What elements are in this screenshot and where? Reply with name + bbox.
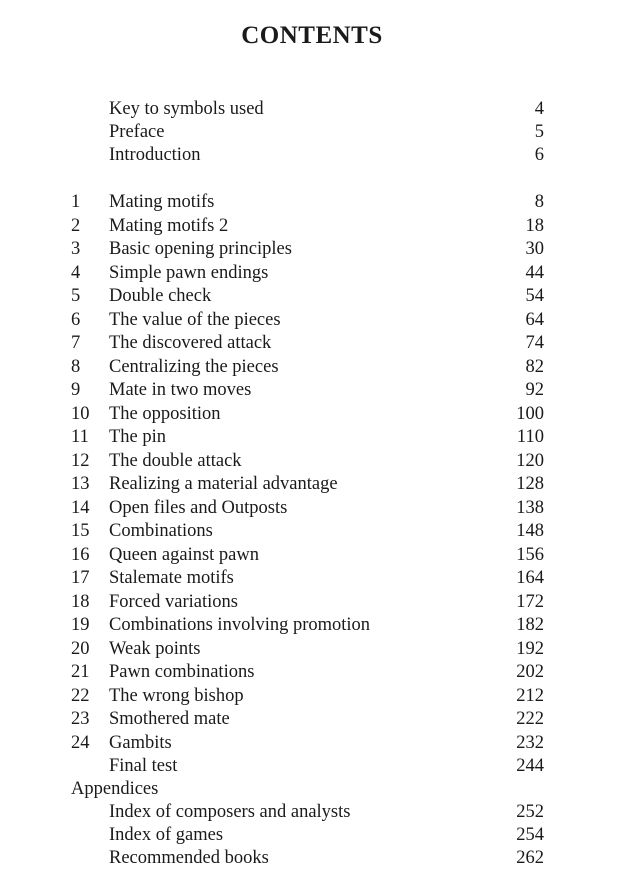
toc-entry-page: 4 <box>534 99 544 119</box>
chapter-title: Combinations <box>109 521 213 541</box>
chapter-page: 212 <box>516 685 544 706</box>
toc-entry-label: Introduction <box>109 145 201 165</box>
chapter-page: 30 <box>525 239 544 259</box>
chapter-number: 10 <box>71 403 90 424</box>
toc-entry-page: 244 <box>516 756 544 776</box>
chapter-title: Pawn combinations <box>109 662 255 682</box>
toc-chapter-13[interactable] <box>0 473 624 496</box>
chapter-title: Open files and Outposts <box>109 497 288 518</box>
toc-chapter-6[interactable] <box>0 309 624 332</box>
chapter-page: 120 <box>516 450 544 471</box>
chapter-number: 7 <box>71 333 81 353</box>
chapter-page: 128 <box>516 474 544 494</box>
toc-chapter-7[interactable] <box>0 332 624 355</box>
toc-chapter-20[interactable] <box>0 638 624 661</box>
toc-entry-label: Key to symbols used <box>109 99 264 119</box>
chapter-title: Realizing a material advantage <box>109 474 338 494</box>
appendices-heading-label: Appendices <box>71 779 159 799</box>
chapter-page: 164 <box>516 568 544 588</box>
appendix-page: 262 <box>516 848 544 868</box>
toc-entry-page: 6 <box>534 145 544 165</box>
toc-chapter-22[interactable] <box>0 685 624 708</box>
toc-chapter-15[interactable] <box>0 520 624 543</box>
chapter-title: The opposition <box>109 403 221 424</box>
chapter-page: 192 <box>516 638 544 659</box>
chapter-title: Forced variations <box>109 591 238 612</box>
chapter-page: 148 <box>516 521 544 541</box>
chapter-page: 82 <box>525 356 544 377</box>
toc-chapter-2[interactable] <box>0 215 624 238</box>
chapter-title: Mate in two moves <box>109 380 252 400</box>
chapter-number: 16 <box>71 544 90 565</box>
toc-chapter-10[interactable] <box>0 403 624 426</box>
toc-appendix-composers-index[interactable] <box>0 801 624 824</box>
toc-entry-key-to-symbols[interactable] <box>0 98 624 121</box>
chapter-page: 222 <box>516 709 544 729</box>
chapter-page: 138 <box>516 497 544 518</box>
chapter-number: 15 <box>71 521 90 541</box>
toc-chapter-18[interactable] <box>0 591 624 614</box>
chapter-number: 12 <box>71 450 90 471</box>
toc-chapter-3[interactable] <box>0 238 624 261</box>
chapter-number: 19 <box>71 615 90 635</box>
toc-chapter-8[interactable] <box>0 356 624 379</box>
chapter-title: Centralizing the pieces <box>109 356 279 377</box>
chapter-title: The double attack <box>109 450 242 471</box>
toc-entry-label: Final test <box>109 756 178 776</box>
appendix-page: 254 <box>516 825 544 845</box>
toc-appendix-recommended-books[interactable] <box>0 847 624 870</box>
chapter-number: 13 <box>71 474 90 494</box>
toc-chapter-4[interactable] <box>0 262 624 285</box>
chapter-title: Gambits <box>109 732 172 753</box>
toc-entry-label: Preface <box>109 122 165 142</box>
appendix-title: Index of games <box>109 825 224 845</box>
chapter-title: The wrong bishop <box>109 685 244 706</box>
page-title: CONTENTS <box>241 22 383 49</box>
toc-chapter-19[interactable] <box>0 614 624 637</box>
chapter-title: Smothered mate <box>109 709 230 729</box>
toc-entry-introduction[interactable] <box>0 144 624 167</box>
chapter-number: 18 <box>71 591 90 612</box>
chapter-number: 22 <box>71 685 90 706</box>
toc-appendix-games-index[interactable] <box>0 824 624 847</box>
chapter-page: 100 <box>516 403 544 424</box>
toc-entry-final-test[interactable] <box>0 755 624 778</box>
toc-entry-page: 5 <box>534 122 544 142</box>
chapter-number: 14 <box>71 497 90 518</box>
chapter-page: 44 <box>525 262 544 283</box>
chapter-title: Basic opening principles <box>109 239 292 259</box>
chapter-page: 54 <box>525 286 544 306</box>
chapter-title: The discovered attack <box>109 333 272 353</box>
chapter-number: 9 <box>71 380 81 400</box>
chapter-title: Queen against pawn <box>109 544 260 565</box>
chapter-number: 8 <box>71 356 81 377</box>
toc-chapter-9[interactable] <box>0 379 624 402</box>
chapter-title: Combinations involving promotion <box>109 615 371 635</box>
chapter-number: 17 <box>71 568 90 588</box>
toc-chapter-23[interactable] <box>0 708 624 731</box>
chapter-page: 110 <box>516 427 544 447</box>
chapter-page: 8 <box>534 192 544 212</box>
chapter-number: 23 <box>71 709 90 729</box>
chapter-number: 5 <box>71 286 81 306</box>
toc-chapter-11[interactable] <box>0 426 624 449</box>
chapter-number: 1 <box>71 192 81 212</box>
chapter-page: 74 <box>525 333 544 353</box>
chapter-title: The pin <box>109 427 167 447</box>
appendix-title: Recommended books <box>109 848 269 868</box>
chapter-page: 202 <box>516 662 544 682</box>
chapter-page: 156 <box>516 544 544 565</box>
toc-chapter-14[interactable] <box>0 497 624 520</box>
chapter-page: 18 <box>525 215 544 236</box>
chapter-number: 6 <box>71 309 81 330</box>
chapter-number: 3 <box>71 239 81 259</box>
chapter-title: Mating motifs <box>109 192 215 212</box>
toc-chapter-21[interactable] <box>0 661 624 684</box>
toc-chapter-24[interactable] <box>0 732 624 755</box>
chapter-number: 2 <box>71 215 81 236</box>
chapter-title: Simple pawn endings <box>109 262 269 283</box>
toc-chapter-1[interactable] <box>0 191 624 214</box>
chapter-page: 182 <box>516 615 544 635</box>
appendix-title: Index of composers and analysts <box>109 802 351 822</box>
chapter-number: 24 <box>71 732 90 753</box>
chapter-number: 21 <box>71 662 90 682</box>
toc-chapter-12[interactable] <box>0 450 624 473</box>
toc-entry-preface[interactable] <box>0 121 624 144</box>
toc-chapter-17[interactable] <box>0 567 624 590</box>
toc-chapter-16[interactable] <box>0 544 624 567</box>
appendices-heading <box>0 778 624 801</box>
chapter-number: 11 <box>71 427 89 447</box>
chapter-page: 172 <box>516 591 544 612</box>
appendix-page: 252 <box>516 802 544 822</box>
chapter-title: Double check <box>109 286 212 306</box>
chapter-title: The value of the pieces <box>109 309 281 330</box>
chapter-title: Weak points <box>109 638 201 659</box>
chapter-title: Mating motifs 2 <box>109 215 229 236</box>
chapter-number: 4 <box>71 262 81 283</box>
chapter-title: Stalemate motifs <box>109 568 234 588</box>
chapter-page: 92 <box>525 380 544 400</box>
toc-chapter-5[interactable] <box>0 285 624 308</box>
chapter-page: 232 <box>516 732 544 753</box>
chapter-number: 20 <box>71 638 90 659</box>
chapter-page: 64 <box>525 309 544 330</box>
